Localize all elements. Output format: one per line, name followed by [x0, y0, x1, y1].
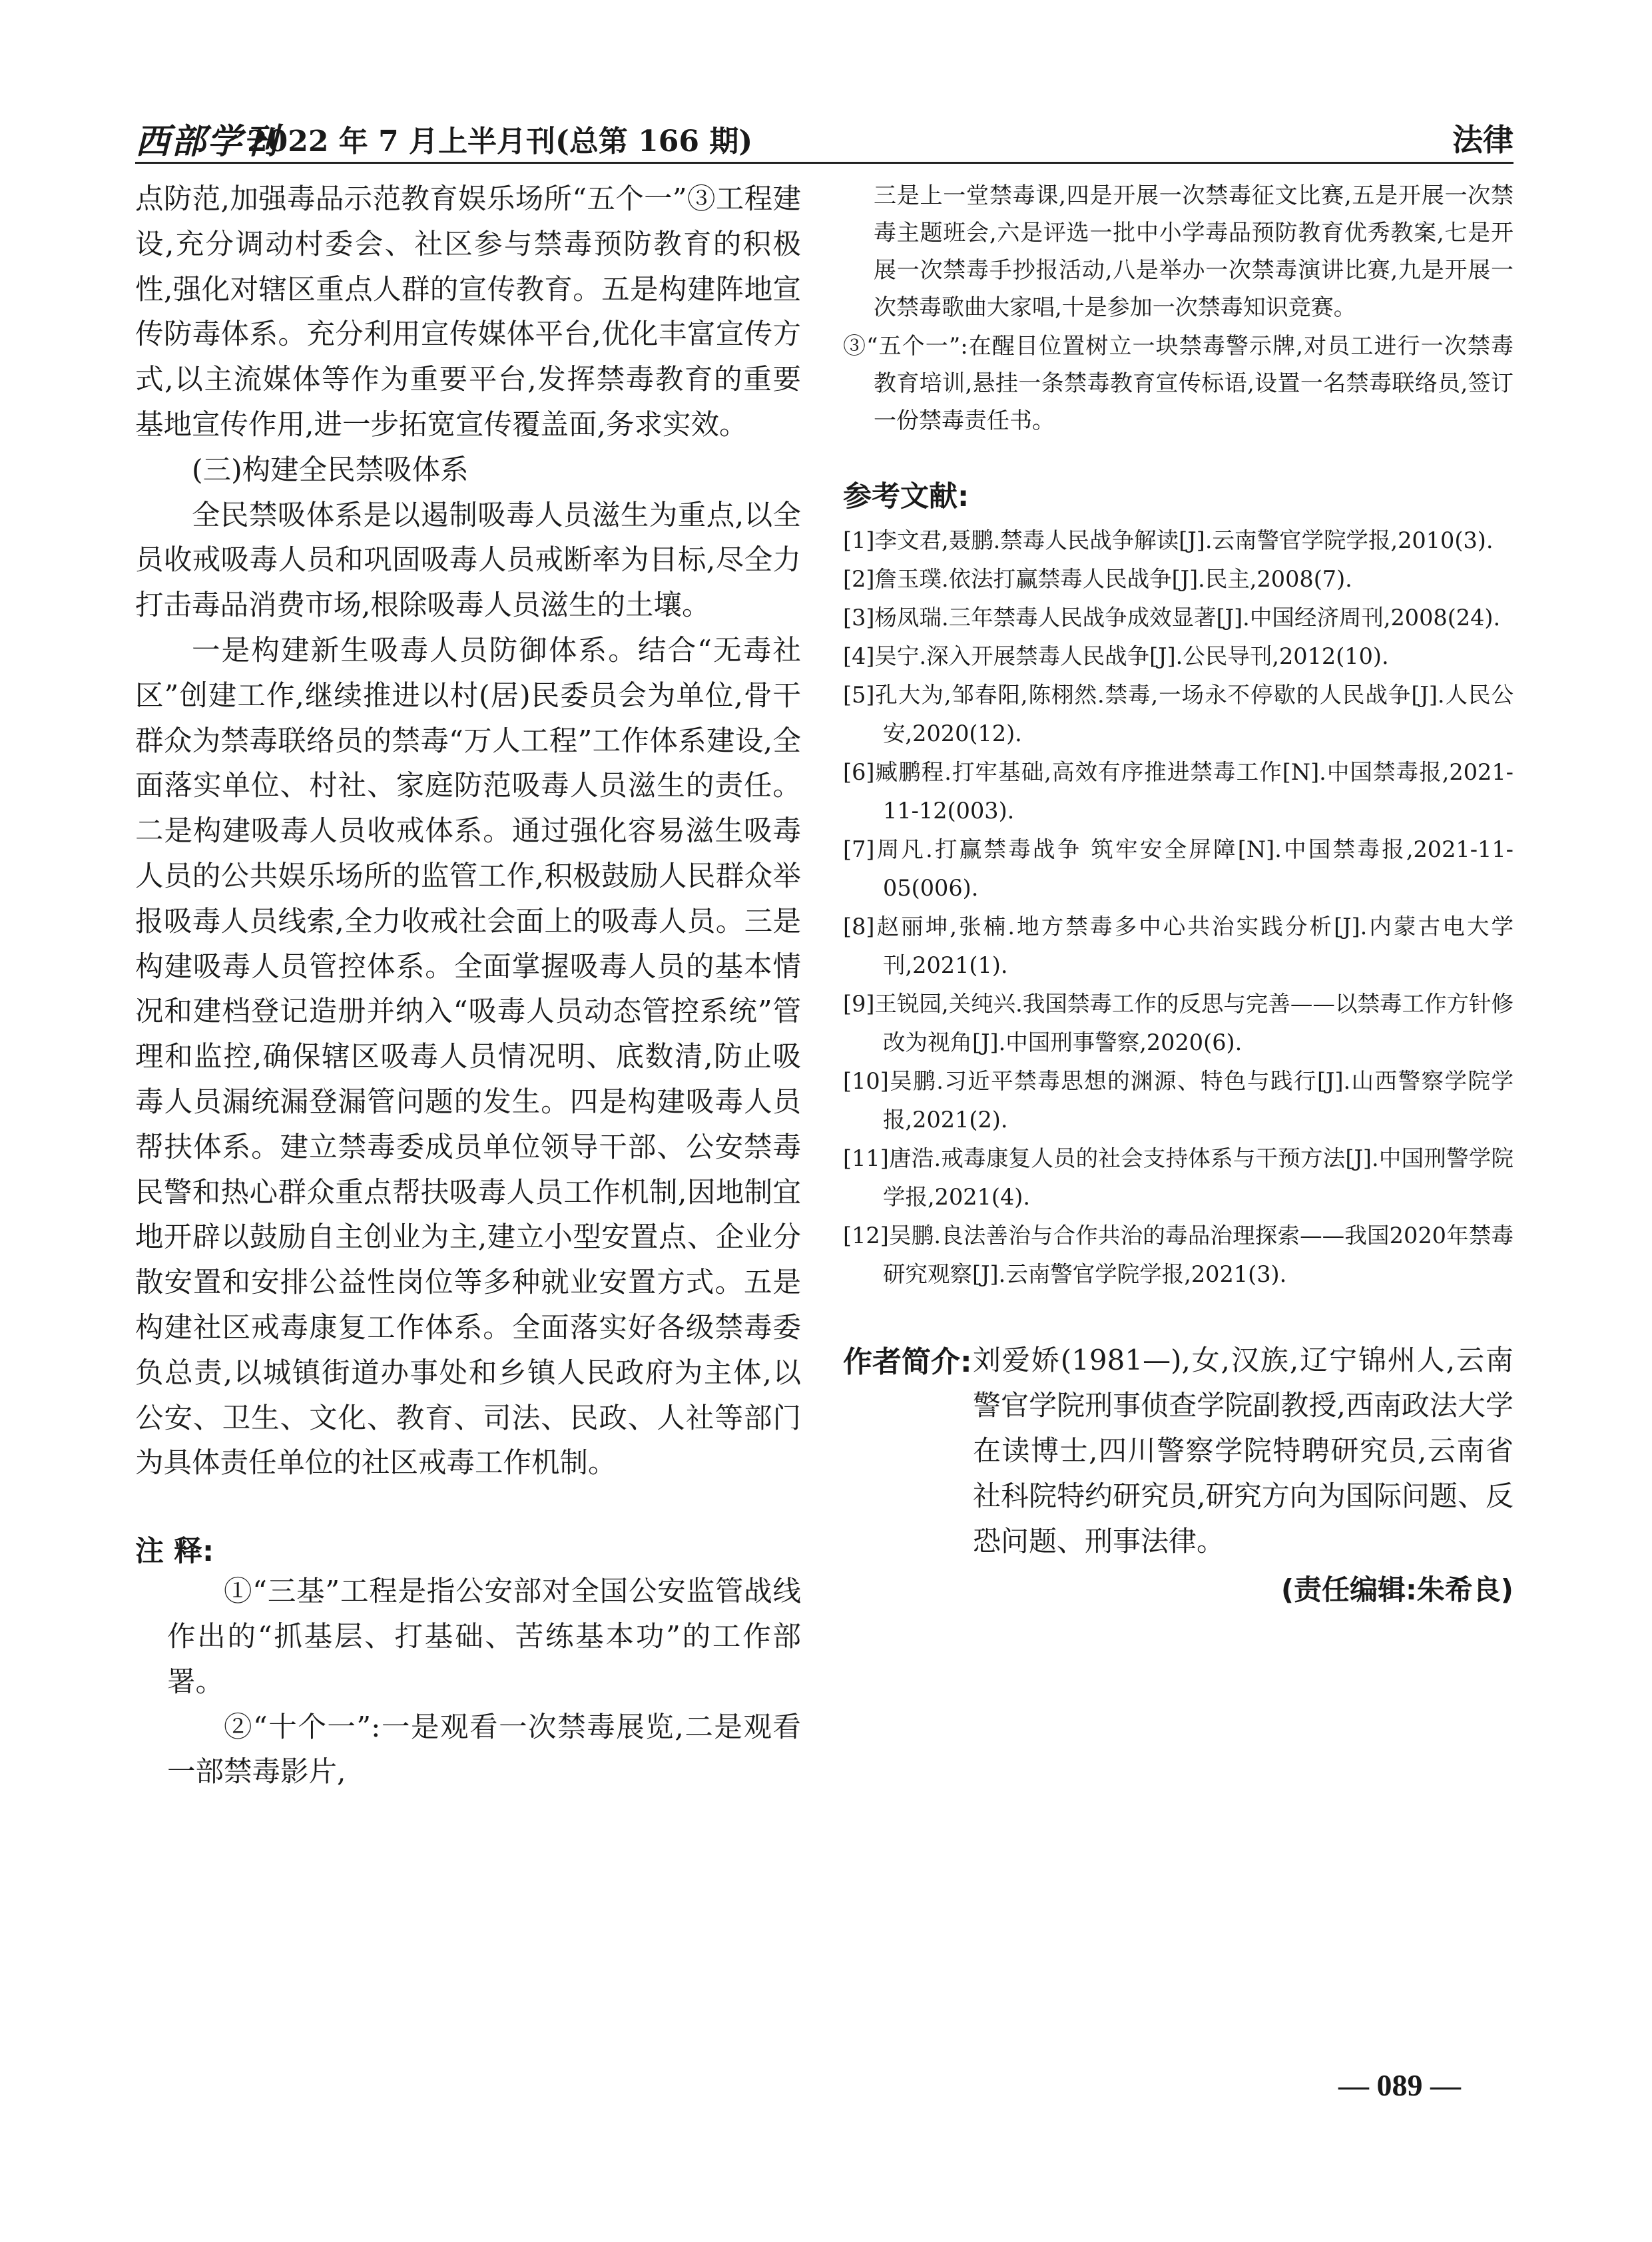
reference-item: [4]吴宁.深入开展禁毒人民战争[J].公民导刊,2012(10). — [843, 643, 1389, 669]
reference-item: [5]孔大为,邹春阳,陈栩然.禁毒,一场永不停歇的人民战争[J].人民公安,2020(12). — [843, 682, 1514, 746]
author-bio — [843, 1338, 1514, 1608]
reference-item: [6]臧鹏程.打牢基础,高效有序推进禁毒工作[N].中国禁毒报,2021-11-12(003). — [843, 759, 1514, 824]
journal-logo: 西部学刊 — [135, 121, 280, 162]
page-number: — 089 — — [1338, 2068, 1461, 2102]
author-bio-text: 刘爱娇(1981—),女,汉族,辽宁锦州人,云南警官学院刑事侦查学院副教授,西南政法大学在读博士,四川警察学院特聘研究员,云南省社科院特约研究员,研究方向为国际问题、反恐问题、刑事法律。 — [973, 1344, 1514, 1557]
header-rule — [135, 162, 1514, 164]
note-1: ①“三基”工程是指公安部对全国公安监管战线作出的“抓基层、打基础、苦练基本功”的工作部署。 — [167, 1575, 801, 1699]
responsible-editor: (责任编辑:朱希良) — [1280, 1573, 1514, 1606]
reference-item: [3]杨凤瑞.三年禁毒人民战争成效显著[J].中国经济周刊,2008(24). — [843, 605, 1501, 631]
note-3: ③“五个一”:在醒目位置树立一块禁毒警示牌,对员工进行一次禁毒教育培训,悬挂一条禁毒教育宣传标语,设置一名禁毒联络员,签订一份禁毒责任书。 — [843, 333, 1514, 434]
author-bio-label: 作者简介: — [843, 1345, 972, 1379]
note-2-start: ②“十个一”:一是观看一次禁毒展览,二是观看一部禁毒影片, — [167, 1711, 801, 1789]
section-label: 法律 — [1452, 122, 1514, 158]
reference-list — [843, 521, 1514, 1294]
notes-heading: 注 释: — [135, 1535, 214, 1569]
reference-item: [12]吴鹏.良法善治与合作共治的毒品治理探索——我国2020年禁毒研究观察[J].云南警官学院学报,2021(3). — [843, 1223, 1514, 1287]
reference-item: [9]王锐园,关纯兴.我国禁毒工作的反思与完善——以禁毒工作方针修改为视角[J].中国刑事警察,2020(6). — [843, 991, 1514, 1055]
reference-item: [7]周凡.打赢禁毒战争 筑牢安全屏障[N].中国禁毒报,2021-11-05(006). — [843, 836, 1514, 901]
reference-item: [11]唐浩.戒毒康复人员的社会支持体系与干预方法[J].中国刑警学院学报,2021(4). — [843, 1145, 1514, 1210]
left-column — [135, 177, 801, 1795]
reference-item: [8]赵丽坤,张楠.地方禁毒多中心共治实践分析[J].内蒙古电大学刊,2021(1). — [843, 914, 1514, 978]
reference-item: [1]李文君,聂鹏.禁毒人民战争解读[J].云南警官学院学报,2010(3). — [843, 527, 1494, 553]
body-paragraph-2: 全民禁吸体系是以遏制吸毒人员滋生为重点,以全员收戒吸毒人员和巩固吸毒人员戒断率为目标,尽全力打击毒品消费市场,根除吸毒人员滋生的土壤。 — [135, 499, 801, 623]
page-header — [135, 111, 1514, 162]
note-2-continued: 三是上一堂禁毒课,四是开展一次禁毒征文比赛,五是开展一次禁毒主题班会,六是评选一批中小学毒品预防教育优秀教案,七是开展一次禁毒手抄报活动,八是举办一次禁毒演讲比赛,九是开展一次禁毒歌曲大家唱,十是参加一次禁毒知识竞赛。 — [874, 182, 1514, 321]
right-column — [843, 177, 1514, 1608]
reference-item: [2]詹玉璞.依法打赢禁毒人民战争[J].民主,2008(7). — [843, 566, 1352, 592]
body-paragraph-3: 一是构建新生吸毒人员防御体系。结合“无毒社区”创建工作,继续推进以村(居)民委员会为单位,骨干群众为禁毒联络员的禁毒“万人工程”工作体系建设,全面落实单位、村社、家庭防范吸毒人员滋生的责任。二是构建吸毒人员收戒体系。通过强化容易滋生吸毒人员的公共娱乐场所的监管工作,积极鼓励人民群众举报吸毒人员线索,全力收戒社会面上的吸毒人员。三是构建吸毒人员管控体系。全面掌握吸毒人员的基本情况和建档登记造册并纳入“吸毒人员动态管控系统”管理和监控,确保辖区吸毒人员情况明、底数清,防止吸毒人员漏统漏登漏管问题的发生。四是构建吸毒人员帮扶体系。建立禁毒委成员单位领导干部、公安禁毒民警和热心群众重点帮扶吸毒人员工作机制,因地制宜地开辟以鼓励自主创业为主,建立小型安置点、企业分散安置和安排公益性岗位等多种就业安置方式。五是构建社区戒毒康复工作体系。全面落实好各级禁毒委负总责,以城镇街道办事处和乡镇人民政府为主体,以公安、卫生、文化、教育、司法、民政、人社等部门为具体责任单位的社区戒毒工作机制。 — [135, 634, 801, 1480]
body-paragraph-1: 点防范,加强毒品示范教育娱乐场所“五个一”③工程建设,充分调动村委会、社区参与禁毒预防教育的积极性,强化对辖区重点人群的宣传教育。五是构建阵地宣传防毒体系。充分利用宣传媒体平台,优化丰富宣传方式,以主流媒体等作为重要平台,发挥禁毒教育的重要基地宣传作用,进一步拓宽宣传覆盖面,务求实效。 — [135, 183, 801, 441]
issue-info: 2022 年 7 月上半月刊(总第 166 期) — [247, 125, 753, 158]
references-heading: 参考文献: — [843, 480, 969, 513]
subsection-heading: (三)构建全民禁吸体系 — [192, 453, 469, 487]
reference-item: [10]吴鹏.习近平禁毒思想的渊源、特色与践行[J].山西警察学院学报,2021(2). — [843, 1068, 1514, 1133]
